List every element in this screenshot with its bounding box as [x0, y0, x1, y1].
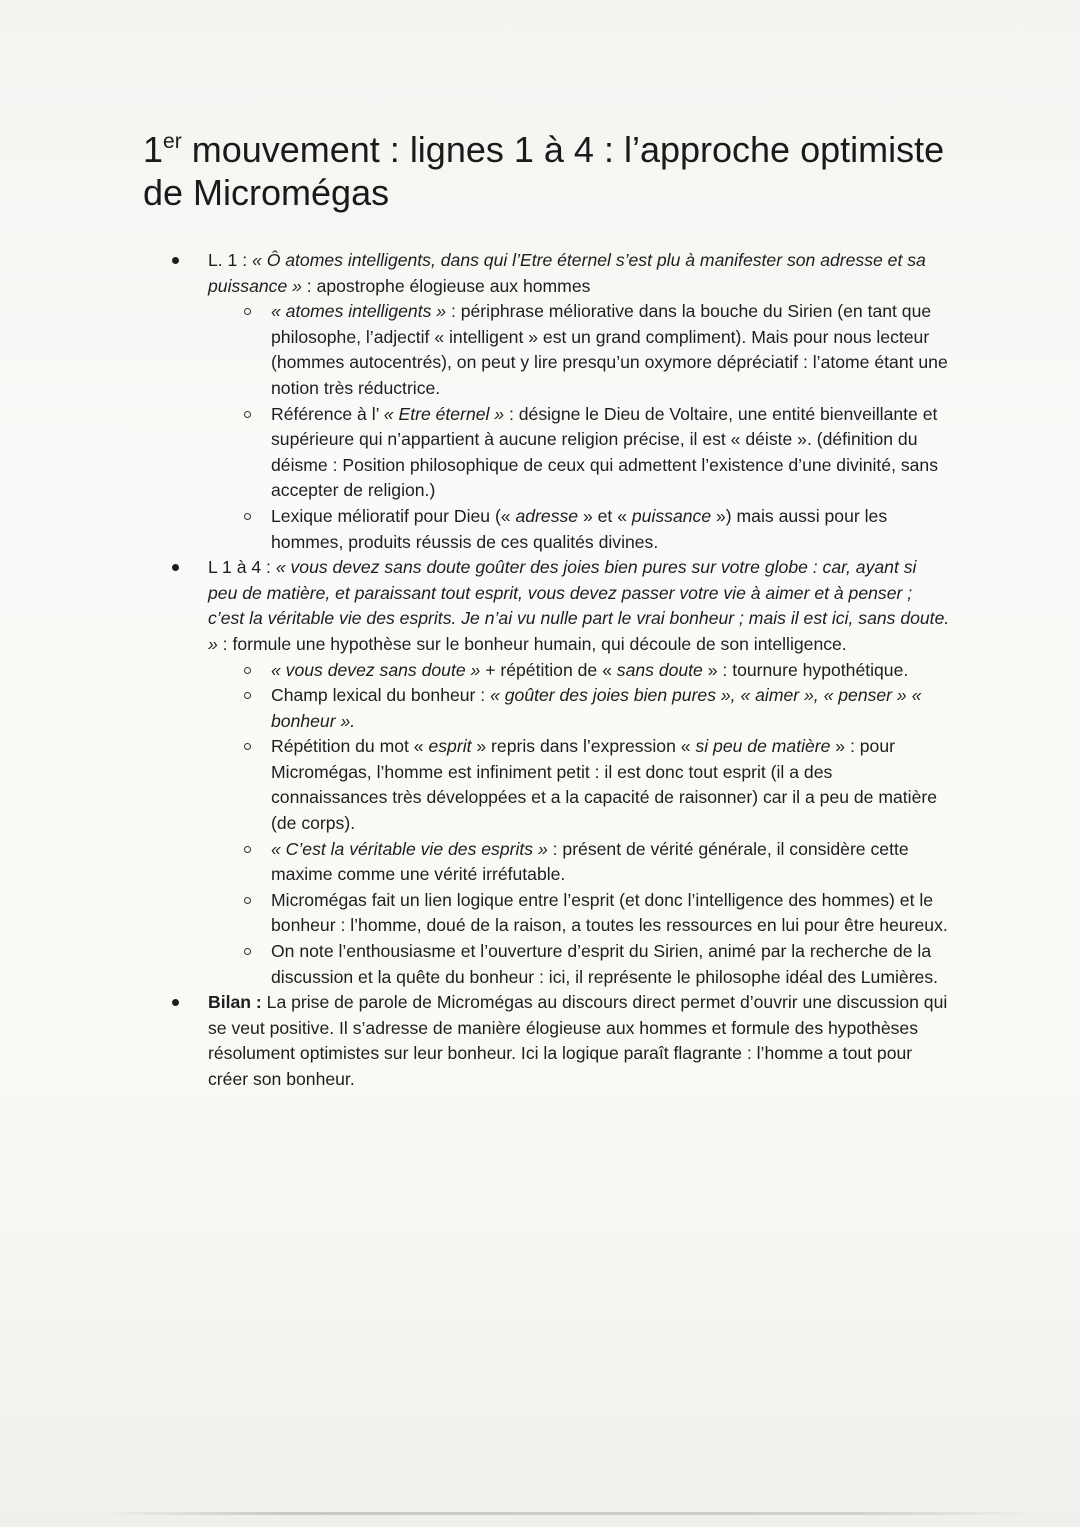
sub-text: ») mais aussi pour les hommes, produits réussis de ces qualités divines.	[271, 505, 888, 552]
sub-text: » : pour Micromégas, l’homme est infiniment petit : il est donc tout esprit (il a des connaissances très développées et a la capacité de raisonner) car il a peu de matière (de corps).	[271, 736, 938, 834]
sub-text: : périphrase méliorative dans la bouche du Sirien (en tant que philosophe, l’adjectif « intelligent » est un grand compliment). Mais pour nous lecteur (hommes autocentrés), on peut y lire presqu’un oxymore dépréciatif : l’atome étant une notion très réductrice.	[271, 301, 948, 398]
sub-text: Référence à l’	[271, 403, 384, 424]
sub-quote: « vous devez sans doute »	[271, 659, 481, 680]
sub-text: » : tournure hypothétique.	[702, 659, 909, 680]
sub-list	[208, 299, 950, 555]
item-tail: : apostrophe élogieuse aux hommes	[301, 275, 591, 296]
sub-item	[208, 888, 950, 939]
sub-text: + répétition de «	[480, 659, 617, 680]
sub-text: » repris dans l’expression «	[471, 736, 696, 757]
main-list	[170, 248, 950, 1093]
item-quote: « Ô atomes intelligents, dans qui l’Etre éternel s’est plu à manifester son adresse et sa puissance »	[208, 250, 926, 296]
document-body	[170, 248, 950, 1093]
sub-item	[208, 939, 950, 990]
item-lead: L. 1 :	[208, 250, 253, 270]
item-lead-bold: Bilan :	[208, 992, 262, 1013]
sub-item	[208, 658, 950, 684]
sub-quote: adresse	[515, 505, 579, 526]
sub-quote: si peu de matière	[695, 736, 831, 757]
sub-item	[208, 402, 950, 504]
list-item-line-1	[170, 248, 950, 555]
page-title	[143, 128, 983, 214]
sub-text: Lexique mélioratif pour Dieu («	[271, 505, 516, 526]
sub-quote: puissance	[631, 505, 712, 526]
item-tail: : formule une hypothèse sur le bonheur humain, qui découle de son intelligence.	[217, 633, 847, 654]
sub-text: Champ lexical du bonheur :	[271, 685, 491, 706]
sub-quote: esprit	[428, 736, 472, 757]
sub-quote: sans doute	[616, 659, 703, 680]
list-item-bilan	[170, 990, 950, 1092]
sub-item	[208, 299, 950, 401]
sub-item	[208, 504, 950, 555]
sub-text: Micromégas fait un lien logique entre l’esprit (et donc l’intelligence des hommes) et le bonheur : l’homme, doué de la raison, a toutes les ressources en lui pour être heureux.	[271, 889, 948, 936]
title-text: mouvement : lignes 1 à 4 : l’approche optimiste de Micromégas	[143, 129, 945, 213]
item-lead: L 1 à 4 :	[208, 557, 276, 578]
sub-text: Répétition du mot «	[271, 736, 429, 757]
sub-quote: « atomes intelligents »	[271, 301, 447, 322]
sub-text: : désigne le Dieu de Voltaire, une entité bienveillante et supérieure qui n’appartient à aucune religion précise, il est « déiste ». (définition du déisme : Position philosophique de ceux qui admettent l’existence d’une divinité, sans accepter de religion.)	[271, 403, 939, 501]
sub-item	[208, 683, 950, 734]
item-tail: La prise de parole de Micromégas au discours direct permet d’ouvrir une discussion qui se veut positive. Il s’adresse de manière élogieuse aux hommes et formule des hypothèses résolument optimistes sur leur bonheur. Ici la logique paraît flagrante : l’homme a tout pour créer son bonheur.	[208, 992, 948, 1089]
sub-quote: « C’est la véritable vie des esprits »	[271, 838, 548, 859]
sub-text: » et «	[578, 505, 632, 526]
sub-text: On note l’enthousiasme et l’ouverture d’esprit du Sirien, animé par la recherche de la discussion et la quête du bonheur : ici, il représente le philosophe idéal des Lumières.	[271, 941, 939, 987]
title-superscript: er	[163, 130, 182, 153]
title-prefix: 1	[143, 129, 164, 170]
list-item-lines-1-4	[170, 555, 950, 990]
item-quote: « vous devez sans doute goûter des joies bien pures sur votre globe : car, ayant si peu de matière, et paraissant tout esprit, vous devez passer votre vie à aimer et à penser ; c’est la véritable vie des esprits. Je n’ai vu nulle part le vrai bonheur ; mais il est ici, sans doute. »	[208, 557, 950, 654]
scan-edge-divider	[100, 1512, 1040, 1515]
sub-quote: « goûter des joies bien pures », « aimer », « penser » « bonheur ».	[271, 685, 922, 731]
sub-text: : présent de vérité générale, il considère cette maxime comme une vérité irréfutable.	[271, 838, 909, 885]
sub-quote: « Etre éternel »	[383, 403, 505, 424]
sub-item	[208, 734, 950, 836]
sub-item	[208, 837, 950, 888]
sub-list	[208, 658, 950, 991]
